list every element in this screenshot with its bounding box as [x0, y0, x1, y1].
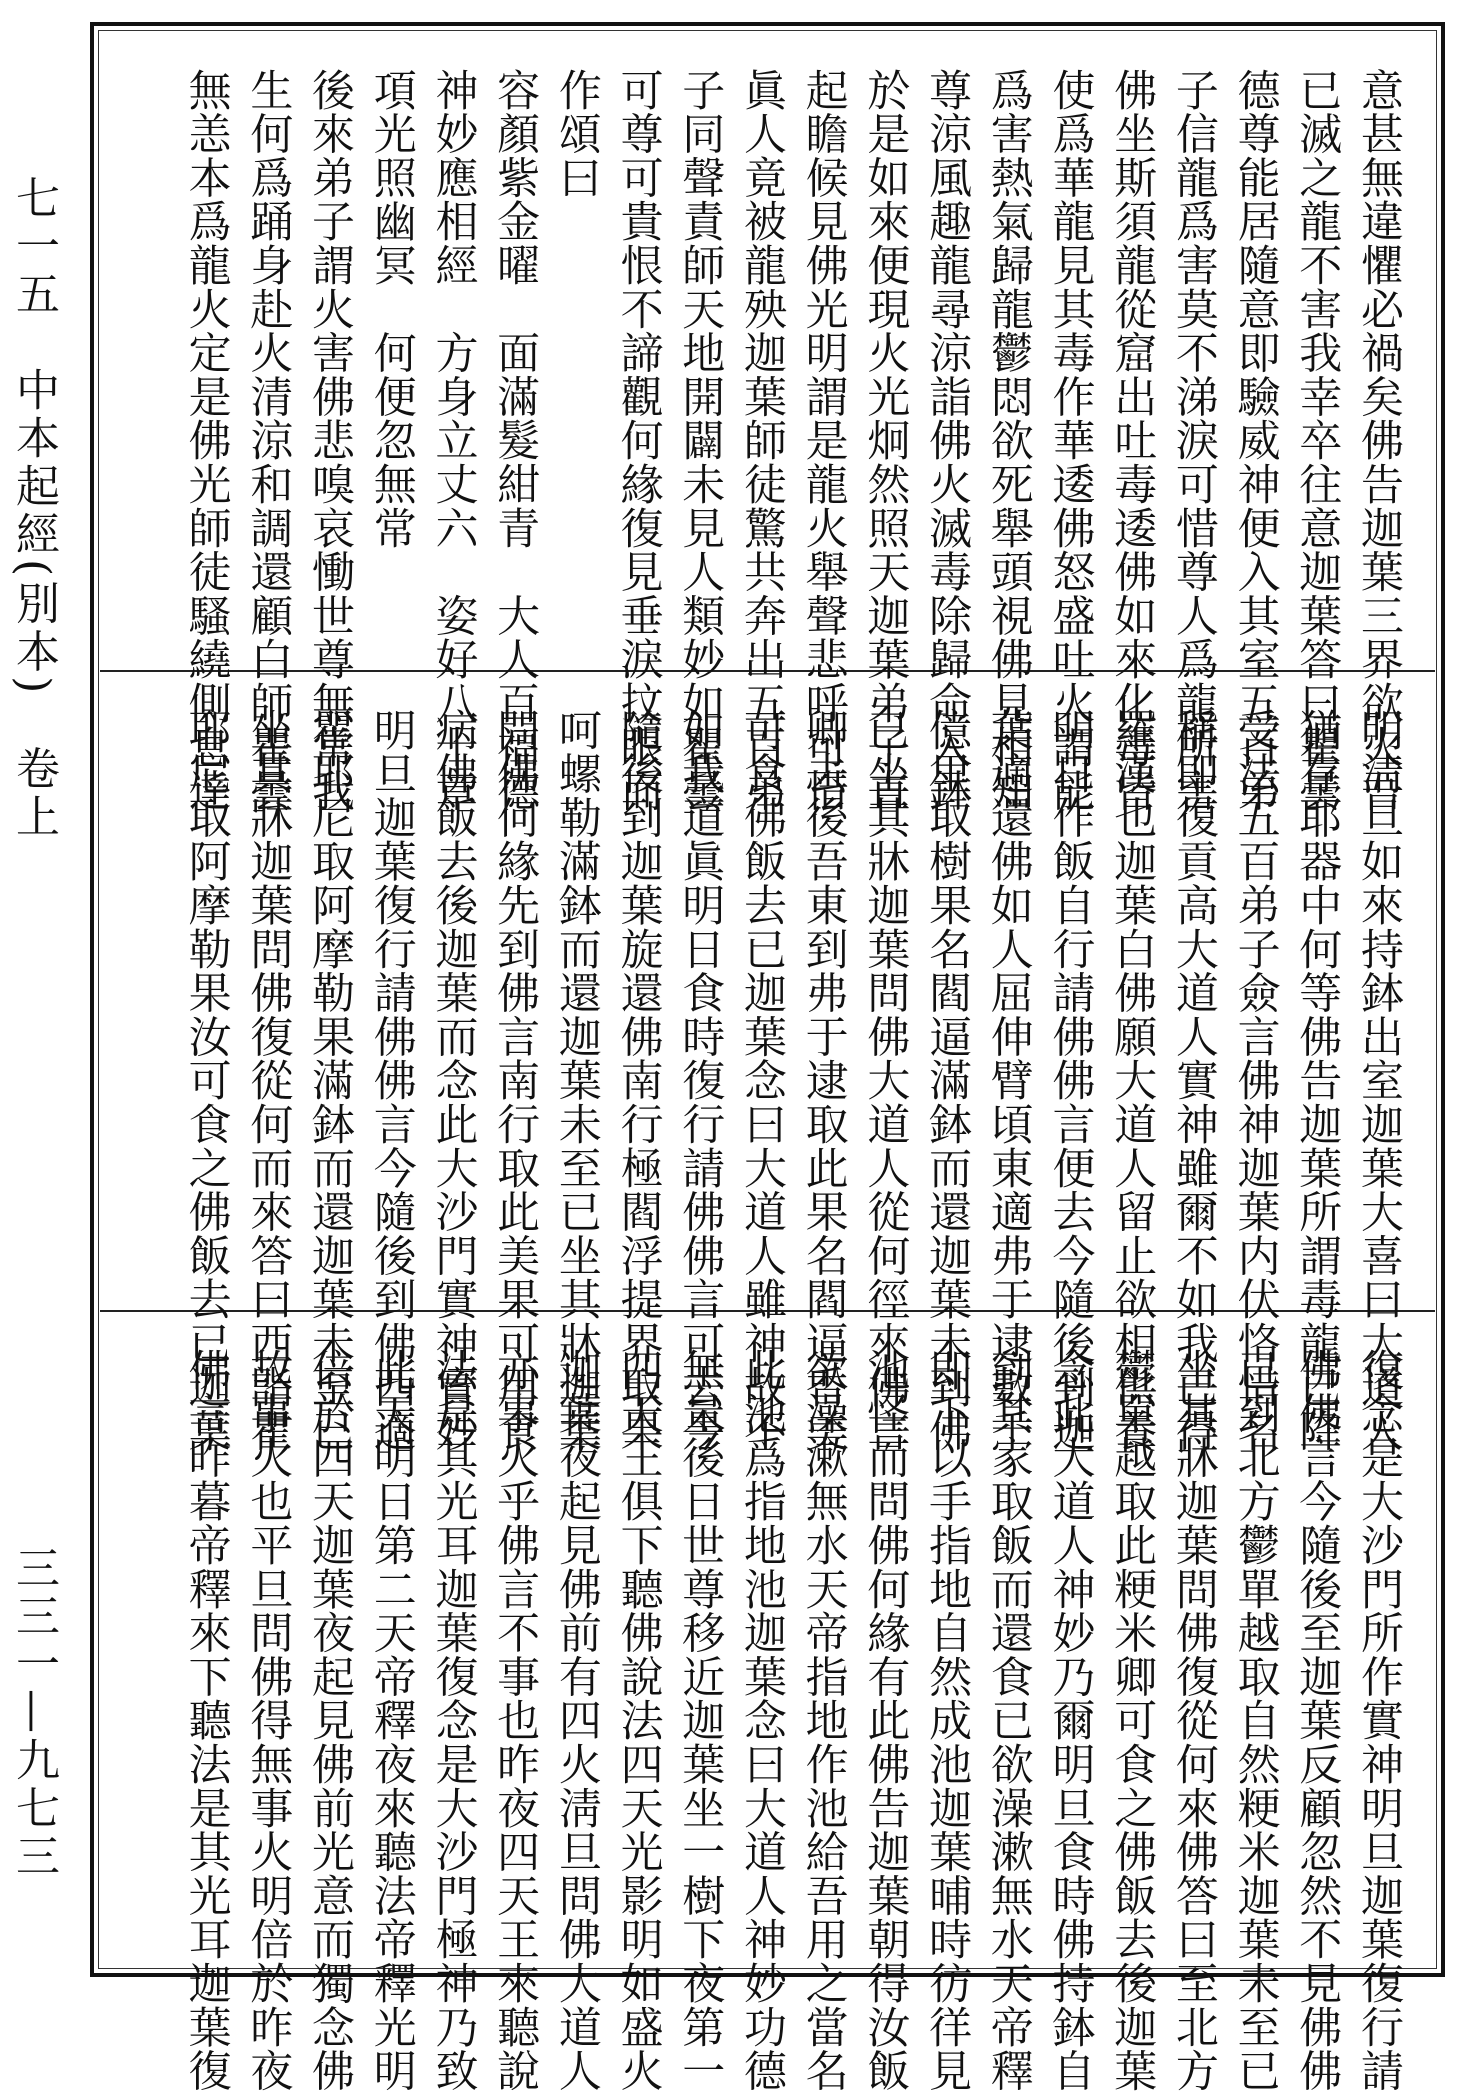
- text-line: 佛言昨暮帝釋來下聽法是其光耳迦葉復: [181, 1348, 232, 2093]
- text-line: 猶存耶器中何等佛告迦葉所謂毒龍已降: [1292, 708, 1343, 1453]
- text-line: 作頌曰: [551, 68, 602, 200]
- text-line: 無量後日世尊移近迦葉坐一樹下夜第一: [675, 1348, 726, 2093]
- text-line: 使爲華龍見其毒作華逶佛怒盛吐火謂能: [1045, 68, 1096, 813]
- text-line: 迦葉夜起見佛前有四火淸旦問佛大道人: [551, 1348, 602, 2093]
- text-line: 如我道眞明日食時復行請佛佛言可去今: [675, 708, 726, 1453]
- text-line: 生何爲踊身赴火清涼和調還顧白師瞿曇: [243, 68, 294, 813]
- text-line: 意甚無違懼必禍矣佛告迦葉三界欲火吾: [1354, 68, 1404, 813]
- text-line: 尊涼風趣龍尋涼詣佛火滅毒除歸命入鉢: [922, 68, 973, 813]
- text-line: 明旦迦葉復行請佛佛言今隨後到佛西適: [366, 708, 417, 1453]
- text-line: 稱即復貢高大道人實神雖爾不如我已得: [1168, 708, 1219, 1453]
- panel-3-text: [175, 1348, 1409, 2093]
- text-panel-3: [100, 1312, 1435, 2093]
- text-line: 已坐其牀迦葉問佛大道人從何徑來佛言: [860, 708, 911, 1453]
- text-line: 後來弟子謂火害佛悲嗅哀慟世尊無常我: [305, 68, 356, 813]
- text-line: 於是如來便現火光炯然照天迦葉弟子直: [860, 68, 911, 813]
- text-line: 子信龍爲害莫不涕淚可惜尊人爲龍所害: [1168, 68, 1219, 813]
- text-line: 明淸旦如來持鉢出室迦葉大喜曰大道人: [1354, 708, 1404, 1453]
- text-line: 佛坐斯須龍從窟出吐毒逶佛如來化毒皆: [1107, 68, 1158, 813]
- text-line: 起瞻候見佛光明謂是龍火舉聲悲呼可惜: [798, 68, 849, 813]
- text-line: 已滅之龍不害我幸卒往意迦葉答曰瞿曇: [1292, 68, 1343, 813]
- text-line: 德尊能居隨意即驗威神便入其室五百弟: [1230, 68, 1281, 813]
- text-line: 卿去後吾東到弗于逮取此果名閻逼香美: [798, 708, 849, 1453]
- text-line: 瞿耶尼取阿摩勒果滿鉢而還迦葉未至已: [305, 708, 356, 1453]
- text-line: 問佛何緣先到佛言南行取此美果可用食: [490, 708, 541, 1453]
- text-line: 明日作飯自行請佛佛言便去今隨後到迦: [1045, 708, 1096, 1453]
- panel-2-text: [175, 708, 1409, 1453]
- text-line: 可食佛飯去已迦葉念曰大道人雖神故不: [736, 708, 787, 1453]
- text-line: 倍於四天迦葉夜起見佛前光意而獨念佛: [305, 1348, 356, 2093]
- margin-folio: 三三一—九七三: [8, 1545, 59, 1881]
- text-line: 法是其光耳迦葉復念是大沙門極神乃致: [428, 1348, 479, 2093]
- text-line: 鬱單越取此粳米卿可食之佛飯去後迦葉: [1107, 1348, 1158, 2093]
- text-line: 羅漢也迦葉白佛願大道人留止欲相供養: [1107, 708, 1158, 1453]
- text-line: 病佛飯去後迦葉而念此大沙門實神實妙: [428, 708, 479, 1453]
- text-line: 項光照幽冥 何便忽無常: [366, 68, 417, 550]
- text-line: 坐其牀迦葉問佛復從何而來答曰西詣瞿: [243, 708, 294, 1453]
- text-line: 坐其牀迦葉問佛復從何來佛答曰至北方: [1168, 1348, 1219, 2093]
- text-line: 爲害熱氣歸龍鬱悶欲死舉頭視佛見相知: [983, 68, 1034, 813]
- text-line: 即下以手指地自然成池迦葉晡時彷徉見: [922, 1348, 973, 2093]
- text-line: 眞人竟被龍殃迦葉師徒驚共奔出五百弟: [736, 68, 787, 813]
- text-line: 四天王俱下聽佛說法四天光影明如盛火: [613, 1348, 664, 2093]
- text-line: 故事火也平旦問佛得無事火明倍於昨夜: [243, 1348, 294, 2093]
- text-line: 容顏紫金曜 面滿髮紺青 大人百福德: [490, 68, 541, 813]
- text-line: 已到北方鬱單越取自然粳米迦葉未至已: [1230, 1348, 1281, 2093]
- text-panel-2: [100, 672, 1435, 1453]
- text-line: 耶尼取阿摩勒果汝可食之佛飯去已迦葉: [181, 708, 232, 1453]
- text-line: 億里取樹果名閻逼滿鉢而還迦葉未到佛: [922, 708, 973, 1453]
- text-line: 復念是大沙門所作實神明旦迦葉復行請: [1354, 1348, 1404, 2093]
- text-line: 葉適還佛如人屈伸臂頃東適弗于逮數千: [983, 708, 1034, 1453]
- text-line: 子同聲責師天地開闢未見人類妙如瞿曇: [675, 68, 726, 813]
- text-line: 神妙應相經 方身立丈六 姿好八十章: [428, 68, 479, 813]
- text-line: 受法五百弟子僉言佛神迦葉内伏恪惜名: [1230, 708, 1281, 1453]
- text-line: 可尊可貴恨不諦觀何緣復見垂淚抆眼而: [613, 68, 664, 813]
- text-line: 此天明日第二天帝釋夜來聽法帝釋光明: [366, 1348, 417, 2093]
- text-line: 此池爲指地池迦葉念曰大道人神妙功德: [736, 1348, 787, 2093]
- text-line: 無恙本爲龍火定是佛光師徒騷繞側息達: [181, 68, 232, 813]
- text-line: 池怪而問佛何緣有此佛告迦葉朝得汝飯: [860, 1348, 911, 2093]
- text-line: 隨後到迦葉旋還佛南行極閻浮提界取果: [613, 708, 664, 1453]
- text-panel-1: [100, 32, 1435, 813]
- text-line: 到其家取飯而還食已欲澡漱無水天帝釋: [983, 1348, 1034, 2093]
- panel-1-text: [175, 68, 1409, 813]
- text-line: 欲澡漱無水天帝指地作池給吾用之當名: [798, 1348, 849, 2093]
- text-line: 亦事火乎佛言不事也昨夜四天王來聽說: [490, 1348, 541, 2093]
- text-line: 念此大道人神妙乃爾明旦食時佛持鉢自: [1045, 1348, 1096, 2093]
- margin-header: 七一五 中本起經(別本) 卷上: [8, 175, 59, 842]
- text-line: 佛佛言今隨後至迦葉反顧忽然不見佛佛: [1292, 1348, 1343, 2093]
- text-line: 呵螺勒滿鉢而還迦葉未至已坐其牀迦葉: [551, 708, 602, 1453]
